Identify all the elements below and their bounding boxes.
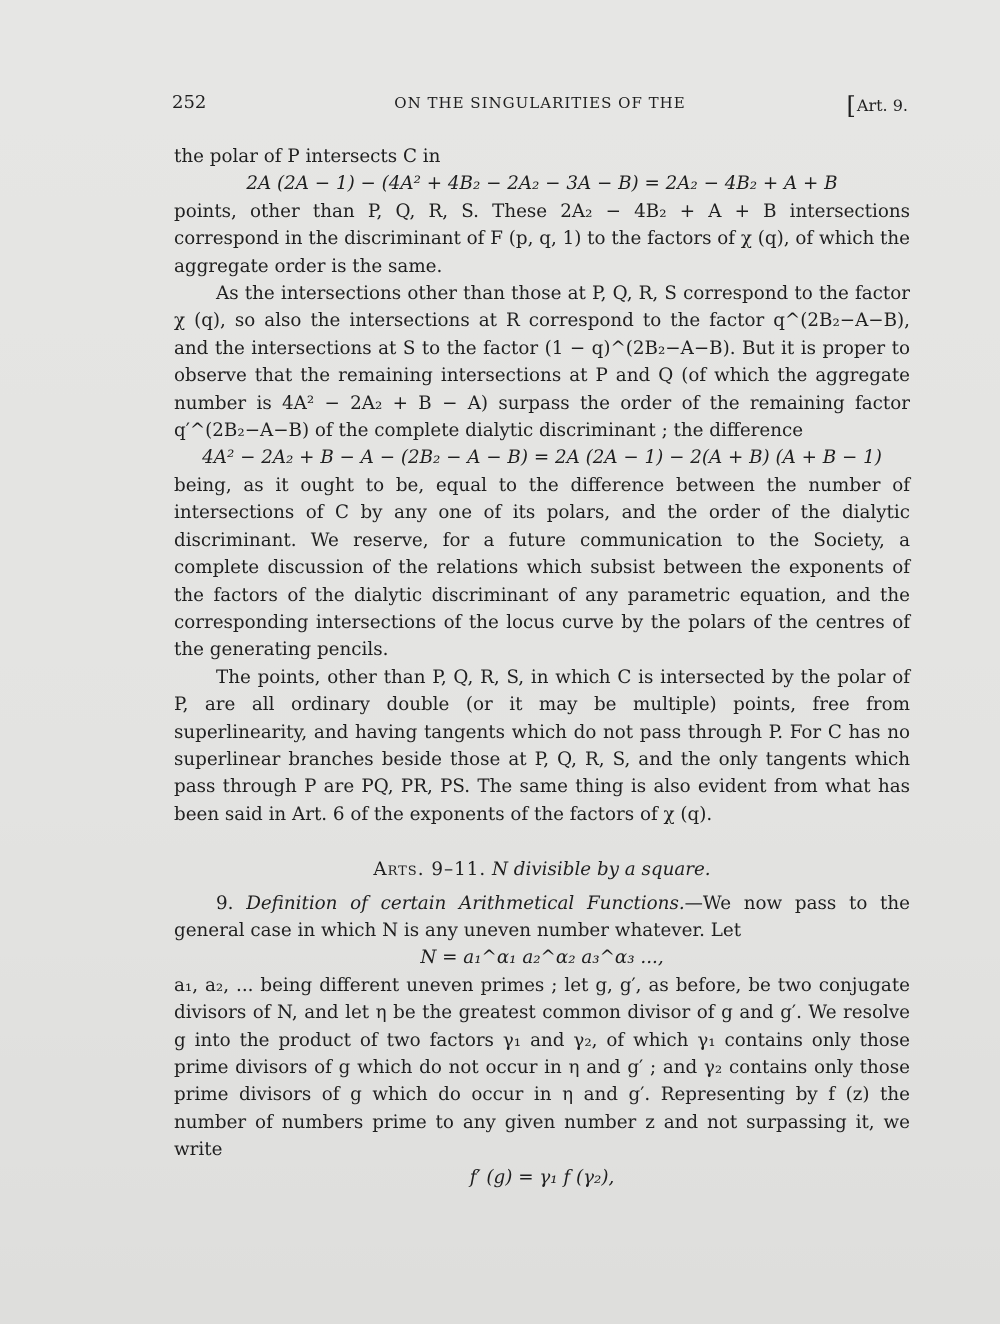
heading-arts: Arts. 9–11. (373, 859, 487, 881)
paragraph-factors: As the intersections other than those at P, Q, R, S correspond to the factor χ (q), so also the intersections at R correspond to the factor q^(2B₂−A−B), and the intersections at S to the factor (1 − q)^(2B₂−A−B). But it is proper to observe that the remaining intersections at P and Q (of which the aggregate number is 4A² − 2A₂ + B − A) surpass the order of the remaining factor q′^(2B₂−A−B) of the complete dialytic discriminant ; the difference (174, 283, 910, 442)
paragraph-ordinary-points: The points, other than P, Q, R, S, in which C is intersected by the polar of P, are all ordinary double (or it may be multiple) points, free from superlinearity, and having tangents which do not pass through P. For C has no superlinear branches beside those at P, Q, R, S, and the only tangents which pass through P are PQ, PR, PS. The same thing is also evident from what has been said in Art. 6 of the exponents of the factors of χ (q). (174, 666, 910, 825)
page-number: 252 (172, 92, 207, 113)
running-title: ON THE SINGULARITIES OF THE (394, 94, 686, 112)
paragraph-primes: a₁, a₂, ... being different uneven primes ; let g, g′, as before, be two conjugate divisors of N, and let η be the greatest common divisor of g and g′. We resolve g into the product of two factors γ₁ and γ₂, of which γ₁ contains only those prime divisors of g which do not occur in η and g′ ; and γ₂ contains only those prime divisors of g which do occur in η and g′. Representing by f (z) the number of numbers prime to any given number z and not surpassing it, we write (174, 974, 910, 1161)
open-bracket: [ (846, 92, 856, 120)
paragraph-intersections: points, other than P, Q, R, S. These 2A₂ − 4B₂ + A + B intersections correspond in the discriminant of F (p, q, 1) to the factors of χ (q), of which the aggregate order is the same. (174, 200, 910, 277)
article-ref (847, 92, 908, 120)
equation-4: f′ (g) = γ₁ f (γ₂), (469, 1166, 615, 1188)
equation-3: N = a₁^α₁ a₂^α₂ a₃^α₃ ..., (420, 947, 664, 969)
body-text (174, 143, 910, 1191)
paragraph-definition (174, 890, 910, 945)
equation-2: 4A² − 2A₂ + B − A − (2B₂ − A − B) = 2A (2A − 1) − 2(A + B) (A + B − 1) (202, 447, 882, 469)
definition-text: —We now pass to the general case in which N is any uneven number whatever. Let (174, 892, 911, 941)
article-label: Art. 9. (856, 96, 908, 115)
article-number: 9. (216, 892, 234, 914)
section-heading (174, 856, 910, 883)
heading-title: N divisible by a square. (492, 859, 711, 881)
paragraph-difference: being, as it ought to be, equal to the difference between the number of intersections of C by any one of its polars, and the order of the dialytic discriminant. We reserve, for a future communication to the Society, a complete discussion of the relations which subsist between the exponents of the factors of the dialytic discriminant of any parametric equation, and the corresponding intersections of the locus curve by the polars of the centres of the generating pencils. (174, 474, 910, 661)
page-header (172, 92, 908, 120)
definition-title: Definition of certain Arithmetical Functions. (246, 892, 685, 914)
line-polar-intersects: the polar of P intersects C in (174, 146, 441, 167)
equation-1: 2A (2A − 1) − (4A² + 4B₂ − 2A₂ − 3A − B) = 2A₂ − 4B₂ + A + B (246, 173, 838, 195)
